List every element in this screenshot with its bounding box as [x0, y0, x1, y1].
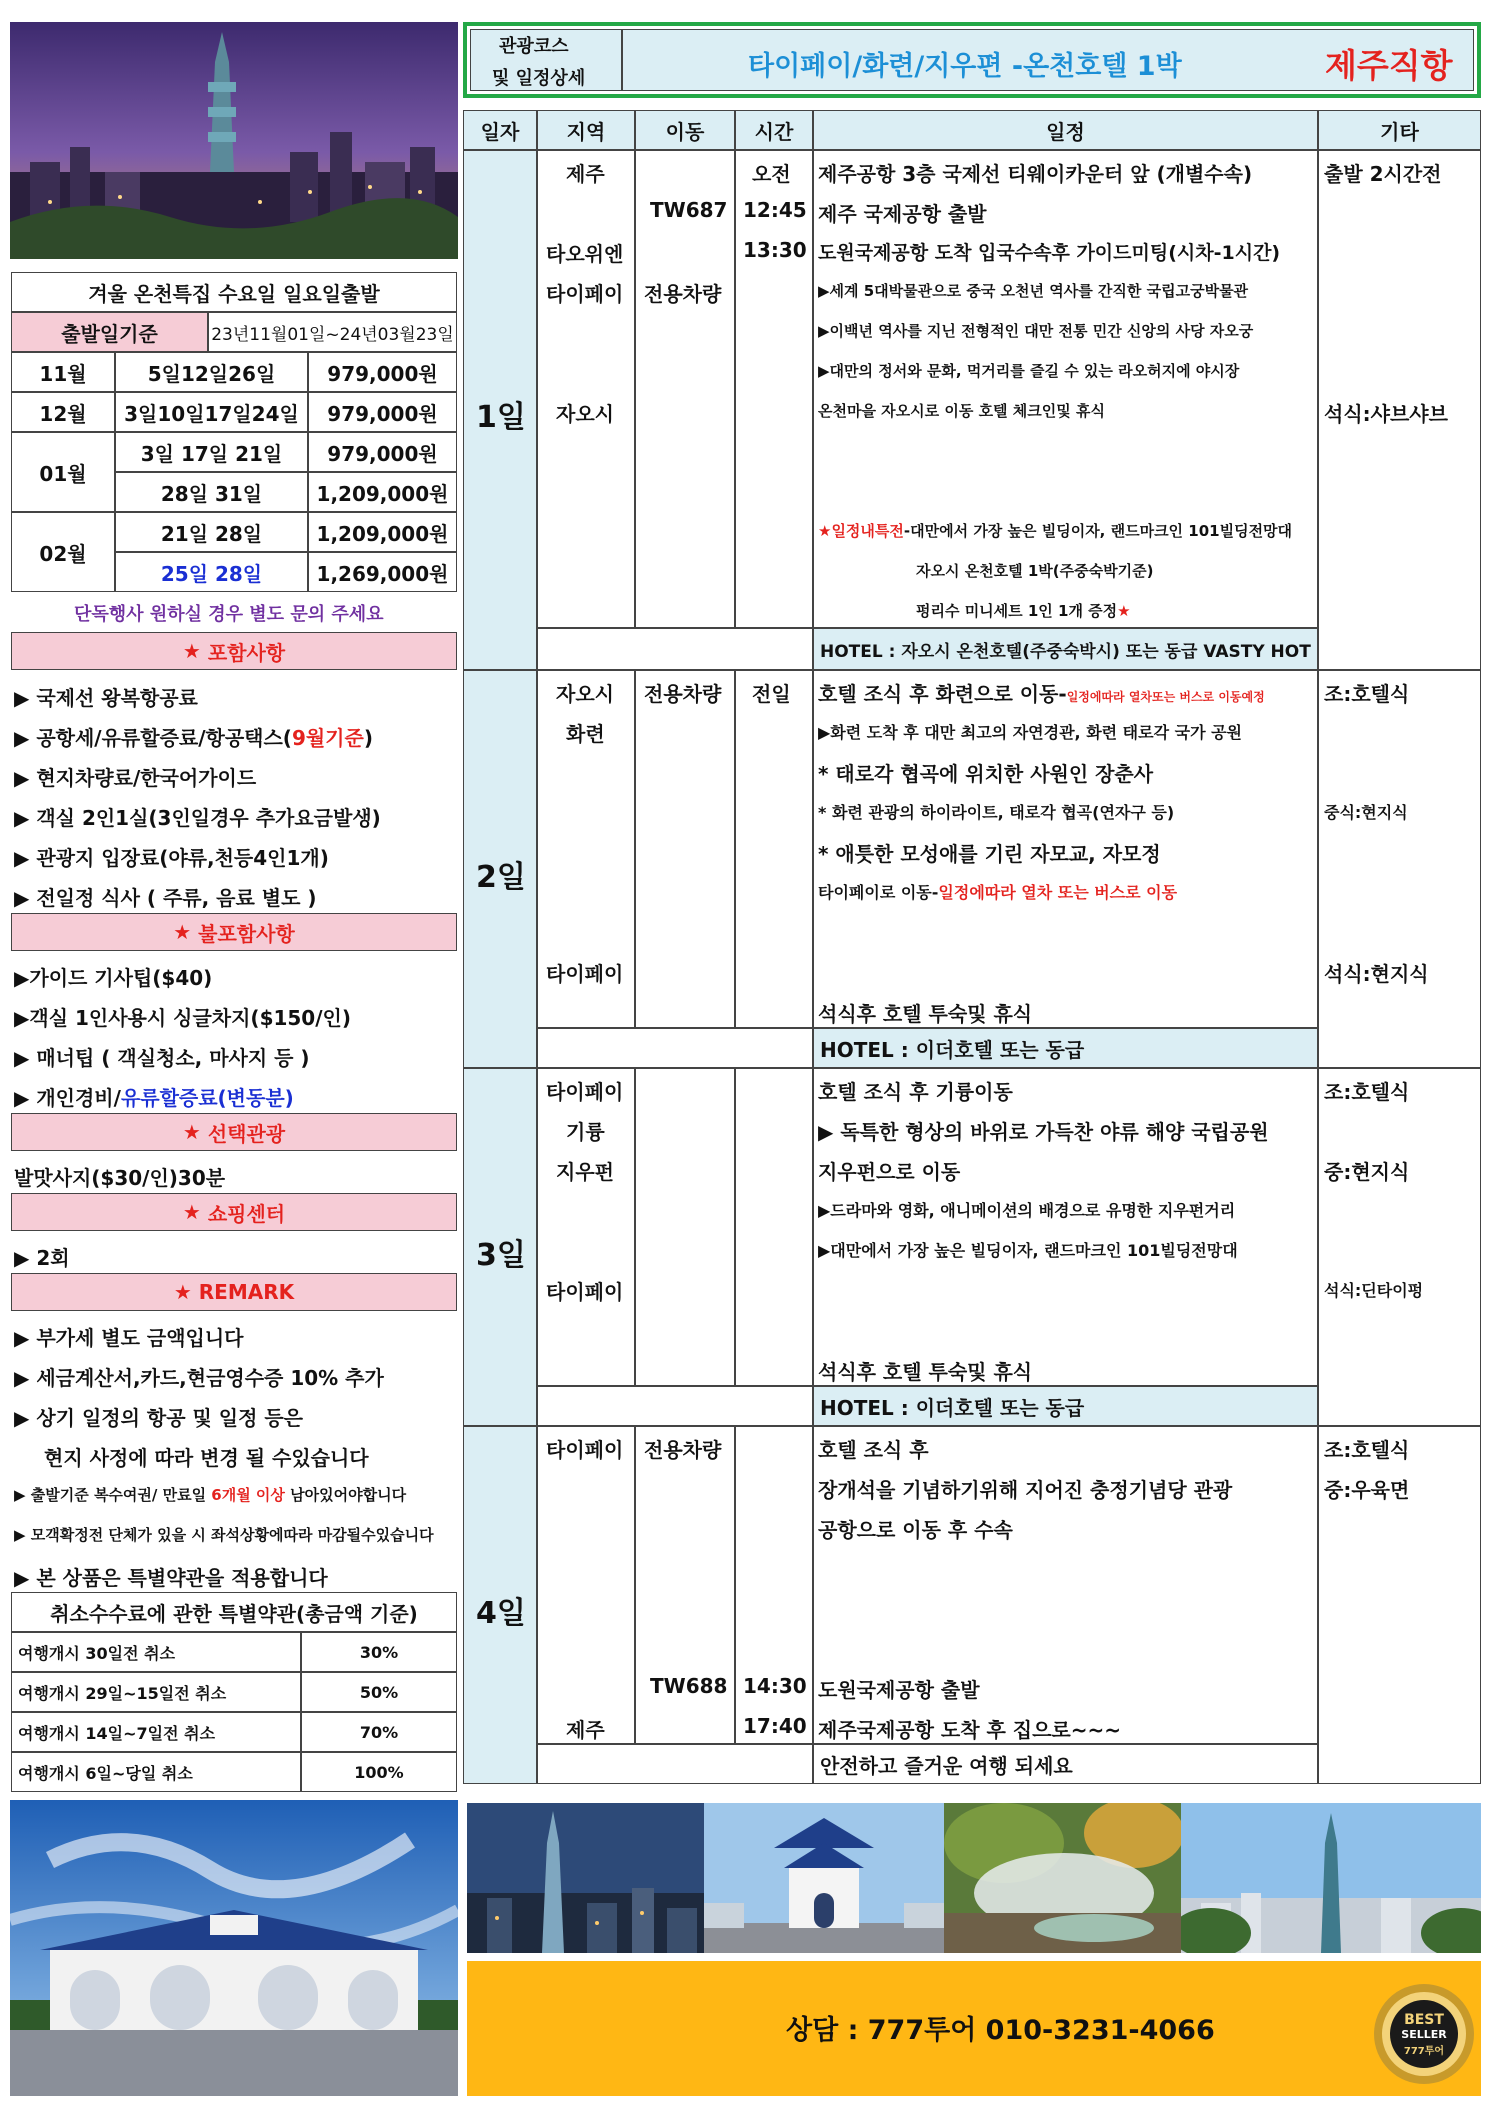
period-label: 출발일기준 [11, 312, 208, 352]
dates-jan-2: 28일 31일 [115, 472, 308, 512]
day2-time: 전일 [752, 682, 791, 706]
day3-sched-5: ▶대만에서 가장 높은 빌딩이자, 랜드마크인 101빌딩전망대 [818, 1241, 1238, 1260]
dates-jan-1: 3일 17일 21일 [115, 432, 308, 472]
day3-time-col [735, 1068, 813, 1386]
day1-etc-1: 출발 2시간전 [1324, 162, 1442, 186]
exclude-item-2: ▶객실 1인사용시 싱글차지($150/인) [14, 1006, 351, 1030]
memorial-hall-photo [704, 1803, 944, 1953]
day2-sched-6: 타이페이로 이동-일정에따라 열차 또는 버스로 이동 [818, 883, 1178, 902]
remark-item-5: ▶ 출발기준 복수여권/ 만료일 6개월 이상 남아있어야합니다 [14, 1486, 407, 1504]
col-etc: 기타 [1318, 110, 1481, 150]
day1-sched-9: 자오시 온천호텔 1박(주중숙박기준) [916, 562, 1154, 580]
include-title: 포함사항 [207, 640, 286, 665]
day2-etc-3: 석식:현지식 [1324, 962, 1429, 986]
day2-etc-col [1318, 670, 1481, 1068]
day4-flight: TW688 [650, 1674, 728, 1698]
price-jan-2: 1,209,000원 [308, 472, 457, 512]
option-title-bar: ★ 선택관광 [11, 1113, 457, 1151]
day1-hotel-blank [537, 628, 813, 670]
day4-transport: 전용차량 [644, 1438, 722, 1462]
day3-sched-3: 지우펀으로 이동 [818, 1160, 961, 1184]
day2-transport: 전용차량 [644, 682, 722, 706]
month-feb: 02월 [11, 512, 115, 592]
day3-label: 3일 [476, 1238, 526, 1273]
day1-sched-10: 펑리수 미니세트 1인 1개 증정★ [916, 602, 1131, 620]
day2-sched-5: * 애틋한 모성애를 기린 자모교, 자모정 [818, 842, 1161, 866]
day1-region-4: 자오시 [556, 402, 614, 426]
shopping-text: ▶ 2회 [14, 1246, 70, 1270]
day3-region-1: 타이페이 [546, 1080, 624, 1104]
day1-sched-6: ▶대만의 정서와 문화, 먹거리를 즐길 수 있는 라오허지에 야시장 [818, 362, 1240, 380]
day4-sched-6: 안전하고 즐거운 여행 되세요 [813, 1744, 1318, 1784]
remark-item-7: ▶ 본 상품은 특별약관을 적용합니다 [14, 1566, 328, 1590]
day4-sched-2: 장개석을 기념하기위해 지어진 충정기념당 관광 [818, 1478, 1233, 1502]
day2-sched-4: * 화련 관광의 하이라이트, 태로각 협곡(연자구 등) [818, 803, 1175, 822]
day3-hotel-blank [537, 1386, 813, 1426]
day2-label: 2일 [476, 860, 526, 895]
remark-title-bar: ★ REMARK [11, 1273, 457, 1311]
course-label-2: 및 일정상세 [492, 68, 586, 89]
page-title: 타이페이/화련/지우편 -온천호텔 1박 [748, 51, 1182, 82]
shopping-title: 쇼핑센터 [207, 1201, 286, 1226]
liberty-square-photo [10, 1800, 458, 2096]
day4-region-1: 타이페이 [546, 1438, 624, 1462]
day1-region-col [537, 150, 635, 628]
taipei-city-view-photo [1181, 1803, 1481, 1953]
day2-region-1: 자오시 [556, 682, 614, 706]
day1-sched-3: 도원국제공항 도착 입국수속후 가이드미팅(시차-1시간) [818, 242, 1281, 264]
cancel-value-4: 100% [301, 1752, 457, 1792]
month-dec: 12월 [11, 392, 115, 432]
shopping-title-bar: ★ 쇼핑센터 [11, 1193, 457, 1231]
exclude-item-1: ▶가이드 기사팁($40) [14, 966, 213, 990]
day2-hotel-blank [537, 1028, 813, 1068]
day2-sched-7: 석식후 호텔 투숙및 휴식 [818, 1002, 1033, 1026]
day1-label: 1일 [476, 400, 526, 435]
cancel-value-3: 70% [301, 1712, 457, 1752]
col-time: 시간 [735, 110, 813, 150]
period-value: 23년11월01일~24년03월23일 [208, 312, 457, 352]
day1-sched-4: ▶세계 5대박물관으로 중국 오천년 역사를 간직한 국립고궁박물관 [818, 282, 1249, 300]
dates-feb-2: 25일 28일 [115, 552, 308, 592]
include-item-3: ▶ 현지차량료/한국어가이드 [14, 766, 257, 790]
day3-etc-1: 조:호텔식 [1324, 1080, 1410, 1104]
day3-region-3: 지우펀 [556, 1160, 614, 1184]
col-day: 일자 [463, 110, 537, 150]
remark-item-2: ▶ 세금계산서,카드,현금영수증 10% 추가 [14, 1366, 384, 1390]
day2-region-2: 화련 [566, 722, 605, 746]
dates-dec: 3일10일17일24일 [115, 392, 308, 432]
remark-item-6: ▶ 모객확정전 단체가 있을 시 좌석상황에따라 마감될수있습니다 [14, 1526, 434, 1544]
remark-item-3: ▶ 상기 일정의 항공 및 일정 등은 [14, 1406, 303, 1430]
day1-sched-1: 제주공항 3층 국제선 티웨이카운터 앞 (개별수속) [818, 162, 1253, 186]
col-schedule: 일정 [813, 110, 1318, 150]
day1-sched-2: 제주 국제공항 출발 [818, 202, 987, 226]
day1-sched-7: 온천마을 자오시로 이동 호텔 체크인및 휴식 [818, 402, 1105, 420]
exclude-item-3: ▶ 매너팁 ( 객실청소, 마사지 등 ) [14, 1046, 310, 1070]
hot-spring-photo [944, 1803, 1181, 1953]
taipei-skyline-photo [10, 22, 458, 259]
price-feb-1: 1,209,000원 [308, 512, 457, 552]
exclude-title: 불포함사항 [198, 921, 295, 946]
contact-text: 상담 : 777투어 010-3231-4066 [786, 2015, 1215, 2046]
month-jan: 01월 [11, 432, 115, 512]
day4-time-1: 14:30 [743, 1674, 807, 1698]
day1-transport: 전용차량 [644, 282, 722, 306]
cancel-value-2: 50% [301, 1672, 457, 1712]
exclude-title-bar: ★ 불포함사항 [11, 913, 457, 951]
include-item-6: ▶ 전일정 식사 ( 주류, 음료 별도 ) [14, 886, 317, 910]
best-seller-badge-icon [1372, 1982, 1476, 2086]
day4-etc-2: 중:우육면 [1324, 1478, 1410, 1502]
day2-time-col [735, 670, 813, 1028]
day3-etc-col [1318, 1068, 1481, 1426]
day3-sched-6: 석식후 호텔 투숙및 휴식 [818, 1360, 1033, 1384]
day4-last-blank [537, 1744, 813, 1784]
remark-item-4: 현지 사정에 따라 변경 될 수있습니다 [44, 1446, 369, 1470]
dates-nov: 5일12일26일 [115, 352, 308, 392]
day1-time-3: 13:30 [743, 238, 807, 262]
price-nov: 979,000원 [308, 352, 457, 392]
day3-transport-col [635, 1068, 735, 1386]
day1-hotel: HOTEL : 자오시 온천호텔(주중숙박시) 또는 동급 VASTY HOT [813, 628, 1318, 670]
day4-sched-5: 제주국제공항 도착 후 집으로~~~ [818, 1718, 1122, 1742]
include-title-bar: ★ 포함사항 [11, 632, 457, 670]
cancel-label-1: 여행개시 30일전 취소 [11, 1632, 301, 1672]
day1-sched-8: ★일정내특전-대만에서 가장 높은 빌딩이자, 랜드마크인 101빌딩전망대 [818, 522, 1293, 540]
day1-region-2: 타오위엔 [546, 242, 624, 266]
day1-region-1: 제주 [566, 162, 605, 186]
remark-title: REMARK [198, 1280, 295, 1304]
include-item-4: ▶ 객실 2인1실(3인일경우 추가요금발생) [14, 806, 381, 830]
day1-sched-5: ▶이백년 역사를 지닌 전형적인 대만 전통 민간 신앙의 사당 자오궁 [818, 322, 1254, 340]
day3-etc-2: 중:현지식 [1324, 1160, 1410, 1184]
month-nov: 11월 [11, 352, 115, 392]
day2-sched-1: 호텔 조식 후 화련으로 이동-일정에따라 열차또는 버스로 이동예정 [818, 682, 1265, 706]
day3-sched-2: ▶ 독특한 형상의 바위로 가득찬 야류 해양 국립공원 [818, 1120, 1269, 1144]
option-text: 발맛사지($30/인)30분 [14, 1166, 226, 1190]
price-jan-1: 979,000원 [308, 432, 457, 472]
day2-region-3: 타이페이 [546, 962, 624, 986]
day3-sched-4: ▶드라마와 영화, 애니메이션의 배경으로 유명한 지우펀거리 [818, 1201, 1236, 1220]
direct-flight-tag: 제주직항 [1325, 46, 1453, 85]
badge-text-1: BEST [1404, 2012, 1444, 2028]
cancel-label-2: 여행개시 29일~15일전 취소 [11, 1672, 301, 1712]
day4-region-2: 제주 [566, 1718, 605, 1742]
option-title: 선택관광 [207, 1121, 286, 1146]
day2-etc-1: 조:호텔식 [1324, 682, 1410, 706]
day2-transport-col [635, 670, 735, 1028]
day2-sched-3: * 태로각 협곡에 위치한 사원인 장춘사 [818, 762, 1154, 786]
cancel-title: 취소수수료에 관한 특별약관(총금액 기준) [11, 1592, 457, 1632]
dates-feb-1: 21일 28일 [115, 512, 308, 552]
include-item-2: ▶ 공항세/유류할증료/항공택스(9월기준) [14, 726, 373, 750]
day1-flight: TW687 [650, 198, 728, 222]
day4-region-col [537, 1426, 635, 1744]
day1-region-3: 타이페이 [546, 282, 624, 306]
day3-etc-3: 석식:딘타이펑 [1324, 1281, 1424, 1300]
price-note: 단독행사 원하실 경우 별도 문의 주세요 [74, 604, 384, 625]
day4-time-2: 17:40 [743, 1714, 807, 1738]
day3-region-2: 기륭 [566, 1120, 605, 1144]
exclude-item-4: ▶ 개인경비/유류할증료(변동분) [14, 1086, 294, 1110]
day4-sched-3: 공항으로 이동 후 수속 [818, 1518, 1013, 1542]
course-label-1: 관광코스 [499, 36, 569, 57]
taipei101-photo [467, 1803, 704, 1953]
cancel-value-1: 30% [301, 1632, 457, 1672]
price-feb-2: 1,269,000원 [308, 552, 457, 592]
day1-time-1: 오전 [752, 162, 791, 186]
day2-sched-2: ▶화련 도착 후 대만 최고의 자연경관, 화련 태로각 국가 공원 [818, 723, 1243, 742]
day3-sched-1: 호텔 조식 후 기륭이동 [818, 1080, 1013, 1104]
day2-etc-2: 중식:현지식 [1324, 803, 1408, 822]
cancel-label-4: 여행개시 6일~당일 취소 [11, 1752, 301, 1792]
col-region: 지역 [537, 110, 635, 150]
remark-item-1: ▶ 부가세 별도 금액입니다 [14, 1326, 244, 1350]
include-item-1: ▶ 국제선 왕복항공료 [14, 686, 198, 710]
price-box-title: 겨울 온천특집 수요일 일요일출발 [11, 272, 457, 312]
day3-region-4: 타이페이 [546, 1280, 624, 1304]
price-dec: 979,000원 [308, 392, 457, 432]
day2-hotel: HOTEL : 이더호텔 또는 동급 [813, 1028, 1318, 1068]
col-transport: 이동 [635, 110, 735, 150]
day1-etc-2: 석식:샤브샤브 [1324, 402, 1448, 426]
badge-text-3: 777투어 [1403, 2046, 1445, 2057]
day4-label: 4일 [476, 1596, 526, 1631]
day3-hotel: HOTEL : 이더호텔 또는 동급 [813, 1386, 1318, 1426]
include-item-5: ▶ 관광지 입장료(야류,천등4인1개) [14, 846, 329, 870]
day4-sched-4: 도원국제공항 출발 [818, 1678, 980, 1702]
cancel-label-3: 여행개시 14일~7일전 취소 [11, 1712, 301, 1752]
day4-etc-1: 조:호텔식 [1324, 1438, 1410, 1462]
badge-text-2: SELLER [1401, 2028, 1447, 2041]
day1-time-2: 12:45 [743, 198, 807, 222]
day4-sched-1: 호텔 조식 후 [818, 1438, 929, 1462]
